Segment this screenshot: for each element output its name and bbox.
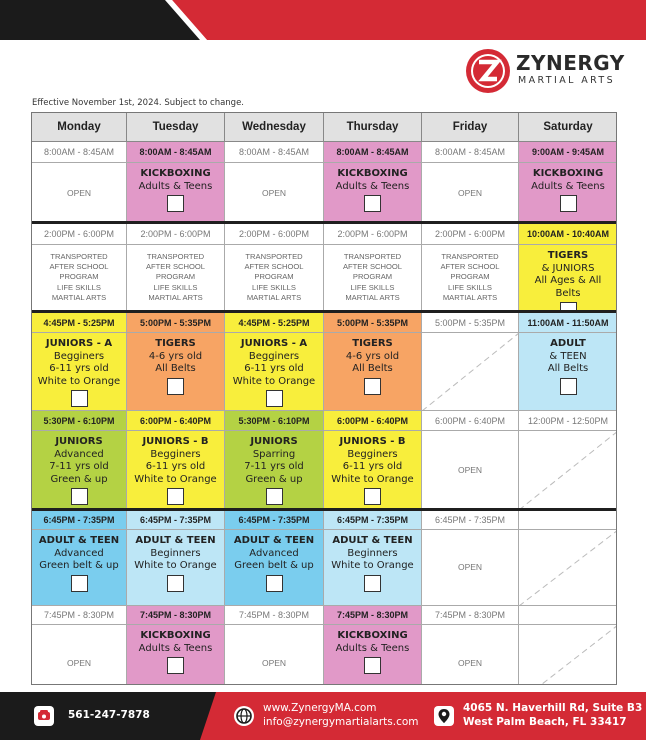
- class-detail: 6-11 yrs old: [49, 363, 109, 374]
- class-name: ADULT & TEEN: [332, 535, 413, 546]
- class-name: ADULT & TEEN: [38, 535, 120, 546]
- class-info: [324, 163, 421, 212]
- program-line: AFTER SCHOOL: [49, 262, 109, 272]
- open-cell: [422, 431, 519, 510]
- program-info: [225, 245, 323, 303]
- empty-cell: [519, 530, 617, 606]
- footer-website[interactable]: www.ZynergyMA.com: [263, 702, 377, 714]
- day-header-wednesday: Wednesday: [225, 113, 324, 142]
- class-detail: 4-6 yrs old: [345, 350, 400, 362]
- class-detail: Sparring: [252, 448, 296, 460]
- phone-icon: [34, 706, 54, 726]
- class-detail: White to Orange: [331, 473, 414, 485]
- attendance-checkbox[interactable]: [167, 575, 184, 592]
- program-line: LIFE SKILLS: [252, 282, 296, 292]
- program-cell: [324, 245, 422, 313]
- class-info: [324, 431, 421, 505]
- class-cell: [127, 625, 225, 685]
- class-detail: Beginners: [150, 547, 201, 559]
- time-slot: 7:45PM - 8:30PM: [32, 606, 127, 625]
- open-cell: [422, 530, 519, 606]
- time-slot: 7:45PM - 8:30PM: [422, 606, 519, 625]
- program-line: MARTIAL ARTS: [148, 292, 203, 302]
- time-slot: 6:45PM - 7:35PM: [32, 510, 127, 530]
- row-separator: [32, 221, 617, 224]
- time-slot: 6:45PM - 7:35PM: [422, 510, 519, 530]
- attendance-checkbox[interactable]: [364, 195, 381, 212]
- open-label: OPEN: [457, 562, 483, 572]
- class-name: KICKBOXING: [337, 168, 408, 179]
- empty-slot-diagonal: [422, 333, 518, 410]
- time-slot: 4:45PM - 5:25PM: [225, 313, 324, 333]
- class-detail: 7-11 yrs old: [244, 461, 304, 472]
- class-info: [32, 431, 126, 505]
- class-name: ADULT & TEEN: [233, 535, 315, 546]
- attendance-checkbox[interactable]: [266, 575, 283, 592]
- time-slot: 12:00PM - 12:50PM: [519, 411, 617, 431]
- footer-email[interactable]: info@zynergymartialarts.com: [263, 716, 419, 728]
- class-detail: All Ages & All Belts: [534, 275, 602, 299]
- class-cell: [225, 431, 324, 510]
- class-info: [324, 625, 421, 674]
- time-slot: 2:00PM - 6:00PM: [324, 224, 422, 245]
- class-detail: White to Orange: [37, 375, 121, 387]
- attendance-checkbox[interactable]: [560, 378, 577, 395]
- row-separator: [32, 310, 617, 313]
- effective-note: Effective November 1st, 2024. Subject to change.: [32, 98, 245, 108]
- program-cell: [422, 245, 519, 313]
- program-info: [127, 245, 224, 303]
- program-info: [422, 245, 518, 303]
- class-detail: White to Orange: [134, 560, 217, 571]
- class-cell: [519, 333, 617, 411]
- class-cell: [324, 431, 422, 510]
- class-cell: [127, 530, 225, 606]
- day-header-saturday: Saturday: [519, 113, 617, 142]
- diagonal-line: [519, 431, 617, 509]
- time-slot: 8:00AM - 8:45AM: [127, 142, 225, 163]
- class-detail: White to Orange: [331, 560, 414, 571]
- class-detail: Green belt & up: [39, 560, 119, 571]
- attendance-checkbox[interactable]: [364, 657, 381, 674]
- open-cell: [422, 625, 519, 685]
- open-label: OPEN: [261, 657, 287, 668]
- empty-slot-diagonal: [519, 431, 617, 509]
- attendance-checkbox[interactable]: [560, 195, 577, 212]
- program-line: PROGRAM: [450, 272, 490, 282]
- time-slot: 5:00PM - 5:35PM: [127, 313, 225, 333]
- class-cell: [127, 163, 225, 224]
- empty-slot-diagonal: [519, 625, 617, 685]
- class-info: [225, 333, 323, 407]
- class-info: [127, 163, 224, 212]
- class-detail: Beginners: [347, 547, 398, 559]
- open-cell: [32, 163, 127, 224]
- attendance-checkbox[interactable]: [167, 657, 184, 674]
- empty-slot-diagonal: [519, 530, 617, 605]
- class-name: ADULT & TEEN: [135, 535, 216, 546]
- class-detail: Adults & Teens: [335, 642, 410, 654]
- attendance-checkbox[interactable]: [364, 575, 381, 592]
- time-slot: 8:00AM - 8:45AM: [422, 142, 519, 163]
- class-detail: Adults & Teens: [531, 180, 605, 192]
- time-slot: 8:00AM - 8:45AM: [225, 142, 324, 163]
- time-slot: 6:45PM - 7:35PM: [127, 510, 225, 530]
- class-detail: All Belts: [352, 363, 393, 374]
- time-slot: 6:45PM - 7:35PM: [324, 510, 422, 530]
- day-header-thursday: Thursday: [324, 113, 422, 142]
- class-detail: Advanced: [54, 448, 104, 460]
- location-pin-icon: [434, 706, 454, 726]
- time-slot: 8:00AM - 8:45AM: [324, 142, 422, 163]
- open-label: OPEN: [457, 657, 483, 668]
- day-header-tuesday: Tuesday: [127, 113, 225, 142]
- class-info: [225, 530, 323, 592]
- class-detail: White to Orange: [134, 473, 217, 485]
- class-detail: Begginers: [248, 350, 300, 362]
- class-detail: & TEEN: [549, 350, 587, 362]
- program-cell: [127, 245, 225, 313]
- time-slot: 7:45PM - 8:30PM: [324, 606, 422, 625]
- diagonal-line: [519, 625, 617, 685]
- program-info: [324, 245, 421, 303]
- class-detail: Adults & Teens: [335, 180, 410, 192]
- class-cell: [32, 431, 127, 510]
- program-line: TRANSPORTED: [441, 252, 499, 261]
- program-line: TRANSPORTED: [50, 252, 108, 261]
- program-line: AFTER SCHOOL: [342, 262, 403, 272]
- program-line: PROGRAM: [59, 272, 99, 282]
- day-header-friday: Friday: [422, 113, 519, 142]
- class-info: [324, 333, 421, 395]
- class-info: [127, 530, 224, 592]
- open-label: OPEN: [66, 187, 92, 198]
- class-detail: Begginers: [53, 350, 105, 362]
- globe-icon: [234, 706, 254, 726]
- empty-cell: [519, 431, 617, 510]
- time-slot: 7:45PM - 8:30PM: [225, 606, 324, 625]
- class-detail: Green & up: [245, 473, 303, 485]
- class-detail: 6-11 yrs old: [145, 461, 206, 472]
- open-label: OPEN: [457, 464, 483, 475]
- class-name: TIGERS: [155, 338, 196, 349]
- class-cell: [32, 530, 127, 606]
- class-detail: Begginers: [347, 448, 398, 460]
- program-info: [32, 245, 126, 303]
- class-name: KICKBOXING: [532, 168, 604, 179]
- class-detail: Green & up: [50, 473, 108, 485]
- class-detail: & JUNIORS: [541, 262, 595, 274]
- program-line: MARTIAL ARTS: [51, 292, 107, 302]
- time-slot: 11:00AM - 11:50AM: [519, 313, 617, 333]
- class-cell: [127, 333, 225, 411]
- attendance-checkbox[interactable]: [71, 488, 88, 505]
- attendance-checkbox[interactable]: [167, 378, 184, 395]
- time-slot: 2:00PM - 6:00PM: [32, 224, 127, 245]
- class-detail: Advanced: [249, 547, 299, 559]
- class-detail: Adults & Teens: [138, 642, 213, 654]
- attendance-checkbox[interactable]: [167, 195, 184, 212]
- class-detail: 6-11 yrs old: [342, 461, 403, 472]
- class-name: TIGERS: [547, 250, 589, 261]
- class-detail: Green belt & up: [234, 560, 314, 571]
- class-info: [225, 431, 323, 505]
- time-slot: 6:45PM - 7:35PM: [225, 510, 324, 530]
- program-line: TRANSPORTED: [245, 252, 303, 261]
- class-name: KICKBOXING: [337, 630, 408, 641]
- class-name: JUNIORS - B: [339, 436, 406, 447]
- brand-tagline: MARTIAL ARTS: [518, 75, 616, 86]
- class-name: TIGERS: [352, 338, 393, 349]
- program-line: LIFE SKILLS: [153, 282, 198, 292]
- top-banner: [0, 0, 646, 40]
- attendance-checkbox[interactable]: [364, 378, 381, 395]
- open-cell: [422, 163, 519, 224]
- program-cell: [32, 245, 127, 313]
- attendance-checkbox[interactable]: [167, 488, 184, 505]
- program-line: TRANSPORTED: [343, 252, 402, 261]
- time-slot: 10:00AM - 10:40AM: [519, 224, 617, 245]
- class-info: [127, 333, 224, 395]
- empty-cell: [519, 625, 617, 685]
- class-info: [127, 625, 224, 674]
- class-cell: [225, 333, 324, 411]
- footer-address-line1: 4065 N. Haverhill Rd, Suite B3: [463, 702, 643, 714]
- attendance-checkbox[interactable]: [364, 488, 381, 505]
- footer-address-line2: West Palm Beach, FL 33417: [463, 716, 627, 728]
- time-slot: 5:30PM - 6:10PM: [225, 411, 324, 431]
- time-slot: 2:00PM - 6:00PM: [422, 224, 519, 245]
- program-line: LIFE SKILLS: [448, 282, 492, 292]
- time-slot: 6:00PM - 6:40PM: [422, 411, 519, 431]
- class-detail: Begginers: [150, 448, 201, 460]
- class-cell: [324, 163, 422, 224]
- diagonal-line: [519, 530, 617, 605]
- schedule-grid: [31, 112, 617, 685]
- class-cell: [32, 333, 127, 411]
- class-cell: [324, 530, 422, 606]
- class-detail: All Belts: [155, 363, 196, 374]
- program-line: TRANSPORTED: [146, 252, 205, 261]
- class-name: JUNIORS: [55, 436, 103, 447]
- class-detail: 7-11 yrs old: [49, 461, 109, 472]
- time-slot: 2:00PM - 6:00PM: [127, 224, 225, 245]
- time-slot: 7:45PM - 8:30PM: [127, 606, 225, 625]
- time-slot: 8:00AM - 8:45AM: [32, 142, 127, 163]
- day-header-monday: Monday: [32, 113, 127, 142]
- class-detail: Advanced: [54, 547, 104, 559]
- class-detail: 4-6 yrs old: [148, 350, 203, 362]
- program-line: MARTIAL ARTS: [345, 292, 400, 302]
- footer-phone: 561-247-7878: [68, 709, 150, 721]
- program-line: LIFE SKILLS: [57, 282, 101, 292]
- attendance-checkbox[interactable]: [71, 390, 88, 407]
- class-cell: [127, 431, 225, 510]
- class-info: [324, 530, 421, 592]
- class-detail: White to Orange: [232, 375, 316, 387]
- class-name: ADULT: [550, 338, 586, 349]
- time-slot: 4:45PM - 5:25PM: [32, 313, 127, 333]
- class-cell: [225, 530, 324, 606]
- class-cell: [324, 625, 422, 685]
- attendance-checkbox[interactable]: [71, 575, 88, 592]
- attendance-checkbox[interactable]: [266, 488, 283, 505]
- open-cell: [32, 625, 127, 685]
- program-line: PROGRAM: [352, 272, 393, 282]
- class-detail: 6-11 yrs old: [244, 363, 304, 374]
- time-slot: 5:00PM - 5:35PM: [422, 313, 519, 333]
- open-label: OPEN: [457, 187, 483, 198]
- time-slot: 5:30PM - 6:10PM: [32, 411, 127, 431]
- class-info: [519, 163, 617, 212]
- brand-logo: [465, 48, 625, 96]
- class-cell: [324, 333, 422, 411]
- program-cell: [225, 245, 324, 313]
- open-label: OPEN: [261, 187, 287, 198]
- time-slot: 6:00PM - 6:40PM: [324, 411, 422, 431]
- brand-name: ZYNERGY: [516, 51, 625, 75]
- class-info: [519, 245, 617, 313]
- class-cell: [519, 245, 617, 313]
- class-name: KICKBOXING: [140, 168, 211, 179]
- program-line: MARTIAL ARTS: [246, 292, 302, 302]
- diagonal-line: [422, 333, 518, 410]
- program-line: AFTER SCHOOL: [145, 262, 206, 272]
- class-name: JUNIORS - A: [45, 338, 113, 349]
- program-line: AFTER SCHOOL: [244, 262, 304, 272]
- time-slot: 9:00AM - 9:45AM: [519, 142, 617, 163]
- open-cell: [225, 163, 324, 224]
- class-info: [127, 431, 224, 505]
- program-line: PROGRAM: [155, 272, 196, 282]
- class-info: [519, 333, 617, 395]
- open-cell: [225, 625, 324, 685]
- class-name: JUNIORS - B: [142, 436, 209, 447]
- time-slot: 2:00PM - 6:00PM: [225, 224, 324, 245]
- class-name: KICKBOXING: [140, 630, 211, 641]
- time-slot: 5:00PM - 5:35PM: [324, 313, 422, 333]
- attendance-checkbox[interactable]: [266, 390, 283, 407]
- open-label: OPEN: [66, 657, 92, 668]
- program-line: PROGRAM: [254, 272, 294, 282]
- class-detail: All Belts: [547, 363, 589, 374]
- class-name: JUNIORS: [250, 436, 298, 447]
- class-info: [32, 530, 126, 592]
- class-cell: [519, 163, 617, 224]
- program-line: MARTIAL ARTS: [442, 292, 498, 302]
- time-slot: [519, 510, 617, 530]
- zynergy-logo-icon: [465, 48, 511, 94]
- program-line: AFTER SCHOOL: [440, 262, 500, 272]
- time-slot: 6:00PM - 6:40PM: [127, 411, 225, 431]
- empty-cell: [422, 333, 519, 411]
- class-detail: Adults & Teens: [138, 180, 213, 192]
- class-name: JUNIORS - A: [240, 338, 308, 349]
- program-line: LIFE SKILLS: [350, 282, 395, 292]
- row-separator: [32, 508, 617, 511]
- class-info: [32, 333, 126, 407]
- time-slot: [519, 606, 617, 625]
